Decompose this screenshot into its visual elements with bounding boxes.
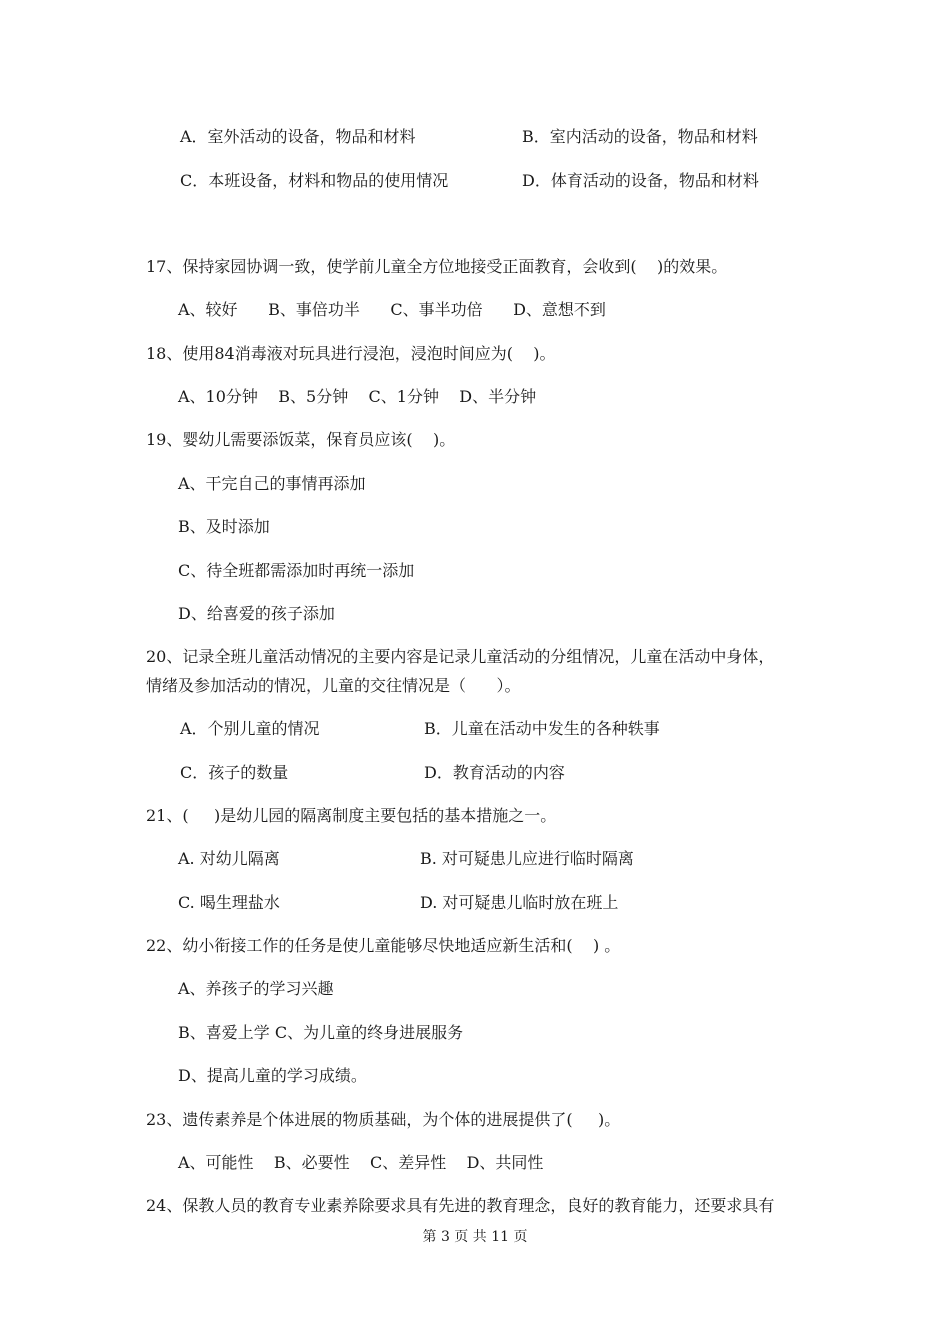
q18-stem: 18、使用84消毒液对玩具进行浸泡，浸泡时间应为( )。	[146, 344, 556, 363]
q20-option-b: B．儿童在活动中发生的各种轶事	[424, 719, 660, 738]
q23-stem: 23、遗传素养是个体进展的物质基础，为个体的进展提供了( )。	[146, 1110, 621, 1129]
q16-option-d: D．体育活动的设备，物品和材料	[522, 171, 759, 190]
q21-option-c: C. 喝生理盐水	[178, 893, 280, 912]
q21-option-b: B. 对可疑患儿应进行临时隔离	[420, 849, 634, 868]
q22-option-d: D、提高儿童的学习成绩。	[178, 1066, 367, 1085]
q22-option-bc: B、喜爱上学 C、为儿童的终身进展服务	[178, 1023, 464, 1042]
q20-option-d: D．教育活动的内容	[424, 763, 565, 782]
q19-option-b: B、及时添加	[178, 517, 270, 536]
q19-option-c: C、待全班都需添加时再统一添加	[178, 561, 415, 580]
q16-option-b: B．室内活动的设备，物品和材料	[522, 127, 758, 146]
q16-option-a: A．室外活动的设备，物品和材料	[180, 127, 416, 146]
q23-options: A、可能性 B、必要性 C、差异性 D、共同性	[178, 1153, 544, 1172]
q20-option-a: A．个别儿童的情况	[180, 719, 320, 738]
q21-option-a: A. 对幼儿隔离	[178, 849, 280, 868]
q21-option-d: D. 对可疑患儿临时放在班上	[420, 893, 619, 912]
q20-option-c: C．孩子的数量	[180, 763, 289, 782]
q24-stem: 24、保教人员的教育专业素养除要求具有先进的教育理念，良好的教育能力，还要求具有	[146, 1196, 775, 1215]
q21-stem: 21、( )是幼儿园的隔离制度主要包括的基本措施之一。	[146, 806, 557, 825]
q19-option-a: A、干完自己的事情再添加	[178, 474, 366, 493]
q19-stem: 19、婴幼儿需要添饭菜，保育员应该( )。	[146, 430, 456, 449]
q17-stem: 17、保持家园协调一致，使学前儿童全方位地接受正面教育，会收到( )的效果。	[146, 257, 728, 276]
q22-stem: 22、幼小衔接工作的任务是使儿童能够尽快地适应新生活和( ) 。	[146, 936, 621, 955]
q16-option-c: C．本班设备，材料和物品的使用情况	[180, 171, 449, 190]
q22-option-a: A、养孩子的学习兴趣	[178, 979, 334, 998]
q17-options: A、较好 B、事倍功半 C、事半功倍 D、意想不到	[178, 300, 606, 319]
q20-stem-line1: 20、记录全班儿童活动情况的主要内容是记录儿童活动的分组情况，儿童在活动中身体，	[146, 647, 775, 666]
q19-option-d: D、给喜爱的孩子添加	[178, 604, 335, 623]
q20-stem-line2: 情绪及参加活动的情况，儿童的交往情况是（ ）。	[146, 676, 521, 695]
q18-options: A、10分钟 B、5分钟 C、1分钟 D、半分钟	[178, 387, 537, 406]
page-number: 第 3 页 共 11 页	[422, 1229, 528, 1245]
